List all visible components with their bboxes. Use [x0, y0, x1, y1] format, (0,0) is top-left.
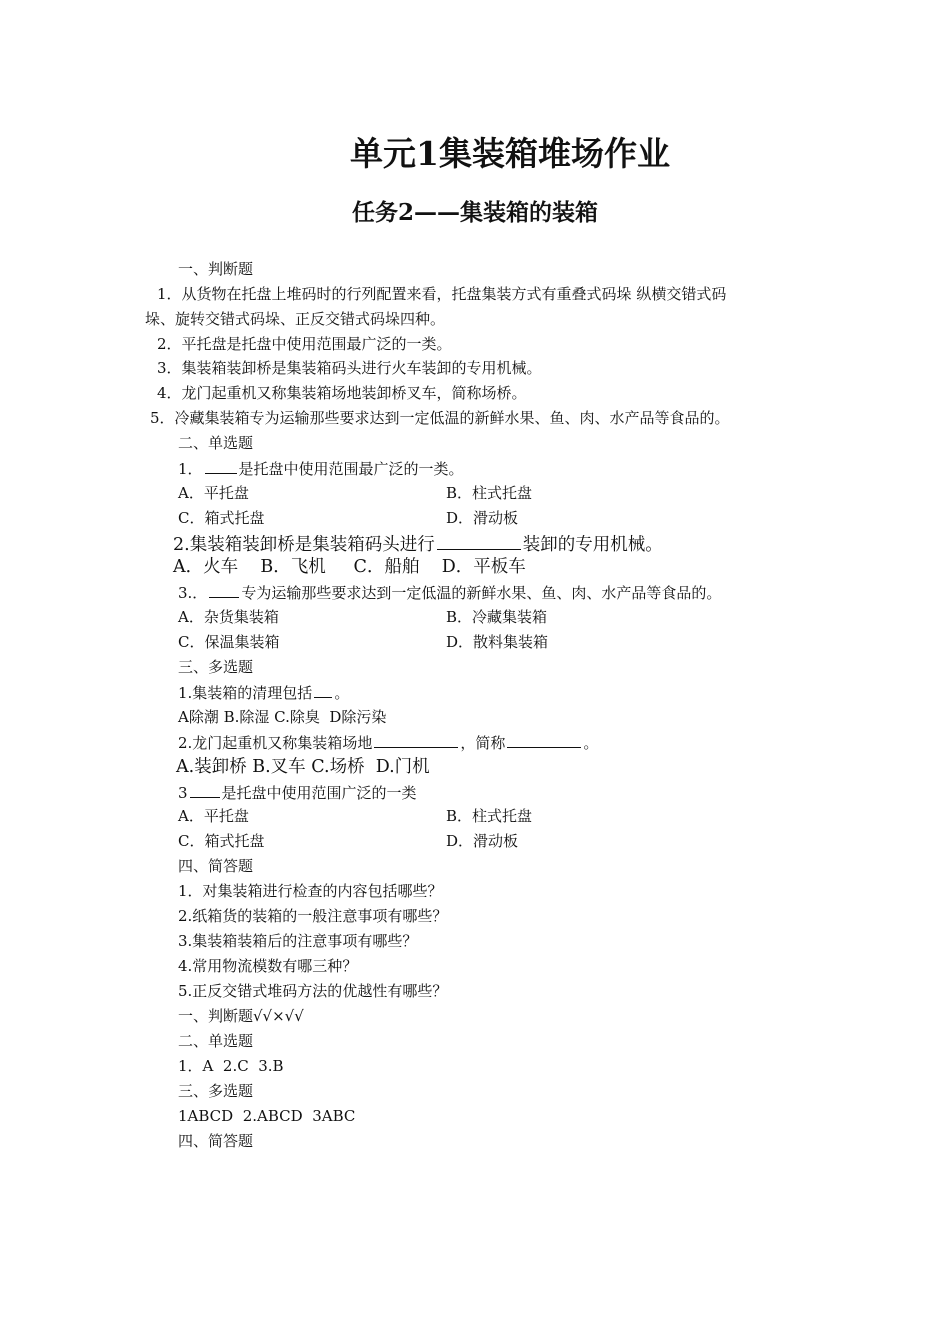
question-suffix: 。	[334, 684, 350, 702]
section-heading-multi: 三、多选题	[178, 658, 254, 676]
multi-q3-option-d: D．滑动板	[446, 832, 519, 850]
single-question-2	[173, 532, 663, 555]
multi-q2-options: A.装卸桥 B.叉车 C.场桥 D.门机	[176, 757, 430, 777]
answer-blank-2	[507, 732, 581, 748]
question-mid: ，简称	[460, 734, 506, 752]
question-prefix: 1．	[178, 460, 203, 478]
answer-blank-1	[374, 732, 458, 748]
question-prefix: 1.集装箱的清理包括	[178, 684, 313, 702]
page-subtitle: 任务2——集装箱的装箱	[351, 199, 598, 226]
multi-q3-option-c: C．箱式托盘	[178, 832, 265, 850]
single-q1-option-c: C．箱式托盘	[178, 509, 265, 527]
section-heading-judge: 一、判断题	[178, 260, 254, 278]
judge-item-1-line1: 1．从货物在托盘上堆码时的行列配置来看，托盘集装方式有重叠式码垛 纵横交错式码	[157, 285, 727, 303]
question-suffix: 装卸的专用机械。	[522, 535, 663, 555]
multi-q3-option-a: A．平托盘	[178, 807, 249, 825]
multi-q1-options: A除潮 B.除湿 C.除臭 D除污染	[178, 708, 387, 726]
question-prefix: 3.．	[178, 584, 208, 602]
answer-multi-heading: 三、多选题	[178, 1082, 254, 1100]
multi-q3-option-b: B．柱式托盘	[446, 807, 533, 825]
essay-question-2: 2.纸箱货的装箱的一般注意事项有哪些？	[178, 907, 448, 925]
answer-multi: 1ABCD 2.ABCD 3ABC	[178, 1107, 356, 1125]
single-question-3	[178, 582, 721, 603]
judge-item-1-line2: 垛、旋转交错式码垛、正反交错式码垛四种。	[145, 310, 446, 328]
question-suffix: 专为运输那些要求达到一定低温的新鲜水果、鱼、肉、水产品等食品的。	[241, 584, 722, 602]
single-q3-option-d: D．散料集装箱	[446, 633, 549, 651]
single-q1-option-a: A．平托盘	[178, 484, 249, 502]
single-q3-option-a: A．杂货集装箱	[178, 608, 279, 626]
essay-question-3: 3.集装箱装箱后的注意事项有哪些？	[178, 932, 418, 950]
single-q1-option-b: B．柱式托盘	[446, 484, 533, 502]
question-suffix: 是托盘中使用范围最广泛的一类。	[238, 460, 464, 478]
answer-single-heading: 二、单选题	[178, 1032, 254, 1050]
answer-blank	[209, 582, 239, 598]
answer-blank	[205, 458, 237, 474]
multi-question-1	[178, 682, 349, 703]
answer-judge: 一、判断题√√×√√	[178, 1007, 304, 1025]
question-prefix: 3	[178, 784, 188, 802]
essay-question-5: 5.正反交错式堆码方法的优越性有哪些？	[178, 982, 448, 1000]
multi-question-3	[178, 782, 417, 803]
question-suffix: 。	[583, 734, 599, 752]
judge-item-4: 4．龙门起重机又称集装箱场地装卸桥叉车，简称场桥。	[157, 384, 527, 402]
section-heading-essay: 四、简答题	[178, 857, 254, 875]
essay-question-1: 1．对集装箱进行检查的内容包括哪些？	[178, 882, 443, 900]
question-prefix: 2.集装箱装卸桥是集装箱码头进行	[173, 535, 435, 555]
answer-single: 1．A 2.C 3.B	[178, 1057, 284, 1075]
answer-blank	[190, 782, 220, 798]
single-q3-option-b: B．冷藏集装箱	[446, 608, 548, 626]
multi-question-2	[178, 732, 598, 753]
judge-item-2: 2．平托盘是托盘中使用范围最广泛的一类。	[157, 335, 452, 353]
judge-item-5: 5．冷藏集装箱专为运输那些要求达到一定低温的新鲜水果、鱼、肉、水产品等食品的。	[150, 409, 730, 427]
question-prefix: 2.龙门起重机又称集装箱场地	[178, 734, 373, 752]
page-title: 单元1集装箱堆场作业	[350, 134, 670, 173]
answer-essay-heading: 四、简答题	[178, 1132, 254, 1150]
single-q1-option-d: D．滑动板	[446, 509, 519, 527]
question-suffix: 是托盘中使用范围广泛的一类	[221, 784, 417, 802]
answer-blank	[437, 532, 521, 550]
section-heading-single: 二、单选题	[178, 434, 254, 452]
answer-blank	[314, 682, 332, 698]
single-question-1	[178, 458, 464, 479]
judge-item-3: 3．集装箱装卸桥是集装箱码头进行火车装卸的专用机械。	[157, 359, 542, 377]
essay-question-4: 4.常用物流模数有哪三种？	[178, 957, 358, 975]
single-q2-options: A．火车 B．飞机 C．船舶 D．平板车	[173, 557, 526, 577]
single-q3-option-c: C．保温集装箱	[178, 633, 280, 651]
